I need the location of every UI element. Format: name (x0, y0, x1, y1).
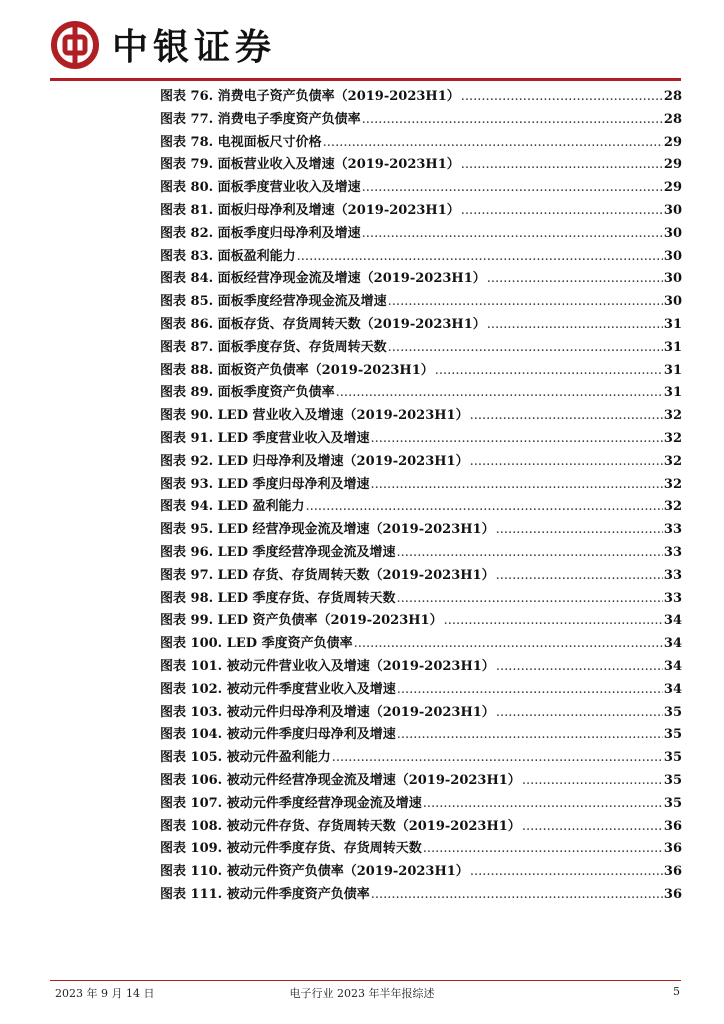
toc-entry-title: 图表 103. 被动元件归母净利及增速（2019-2023H1） (160, 704, 495, 720)
toc-entry-page: 33 (663, 567, 682, 583)
toc-entry-title: 图表 110. 被动元件资产负债率（2019-2023H1） (160, 864, 469, 880)
toc-entry-title: 图表 96. LED 季度经营净现金流及增速 (160, 544, 396, 560)
toc-entry[interactable] (160, 679, 682, 702)
table-of-figures (160, 86, 682, 907)
toc-dot-leader (306, 496, 663, 519)
toc-entry[interactable] (160, 702, 682, 725)
toc-dot-leader (332, 747, 663, 770)
toc-dot-leader (397, 542, 663, 565)
toc-entry-page: 33 (663, 544, 682, 560)
toc-dot-leader (522, 816, 663, 839)
header-divider (50, 78, 681, 81)
toc-entry[interactable] (160, 382, 682, 405)
toc-entry-page: 32 (663, 476, 682, 492)
toc-entry-title: 图表 107. 被动元件季度经营净现金流及增速 (160, 795, 422, 811)
toc-dot-leader (444, 610, 663, 633)
toc-entry-page: 30 (663, 248, 682, 264)
toc-entry-title: 图表 101. 被动元件营业收入及增速（2019-2023H1） (160, 658, 495, 674)
page-header (0, 0, 724, 86)
toc-entry-title: 图表 100. LED 季度资产负债率 (160, 636, 353, 652)
toc-entry-title: 图表 106. 被动元件经营净现金流及增速（2019-2023H1） (160, 772, 521, 788)
toc-entry[interactable] (160, 154, 682, 177)
toc-entry-title: 图表 98. LED 季度存货、存货周转天数 (160, 590, 396, 606)
toc-entry[interactable] (160, 565, 682, 588)
toc-dot-leader (461, 200, 663, 223)
toc-entry[interactable] (160, 496, 682, 519)
toc-entry[interactable] (160, 838, 682, 861)
toc-entry-title: 图表 93. LED 季度归母净利及增速 (160, 476, 370, 492)
toc-entry-page: 35 (663, 727, 682, 743)
toc-entry-page: 32 (663, 430, 682, 446)
toc-entry[interactable] (160, 861, 682, 884)
toc-entry-title: 图表 94. LED 盈利能力 (160, 499, 305, 515)
toc-entry-title: 图表 81. 面板归母净利及增速（2019-2023H1） (160, 202, 460, 218)
toc-entry[interactable] (160, 360, 682, 383)
toc-entry[interactable] (160, 884, 682, 907)
toc-dot-leader (362, 177, 663, 200)
toc-entry[interactable] (160, 747, 682, 770)
toc-entry[interactable] (160, 474, 682, 497)
toc-dot-leader (470, 861, 663, 884)
toc-entry[interactable] (160, 291, 682, 314)
toc-entry[interactable] (160, 109, 682, 132)
toc-dot-leader (435, 360, 663, 383)
brand-name: 中银证券 (112, 27, 277, 68)
toc-entry-page: 36 (663, 818, 682, 834)
footer-date: 2023 年 9 月 14 日 (55, 987, 155, 1000)
toc-entry-page: 30 (663, 225, 682, 241)
toc-entry[interactable] (160, 200, 682, 223)
toc-entry[interactable] (160, 770, 682, 793)
toc-entry-page: 28 (663, 111, 682, 127)
toc-entry[interactable] (160, 246, 682, 269)
toc-dot-leader (397, 679, 663, 702)
toc-entry[interactable] (160, 633, 682, 656)
toc-dot-leader (397, 724, 663, 747)
toc-entry-title: 图表 84. 面板经营净现金流及增速（2019-2023H1） (160, 271, 486, 287)
toc-dot-leader (297, 246, 663, 269)
toc-entry-page: 34 (663, 681, 682, 697)
toc-entry-title: 图表 91. LED 季度营业收入及增速 (160, 430, 370, 446)
toc-entry-title: 图表 83. 面板盈利能力 (160, 248, 296, 264)
toc-entry-title: 图表 76. 消费电子资产负债率（2019-2023H1） (160, 89, 460, 104)
toc-dot-leader (423, 793, 663, 816)
toc-entry[interactable] (160, 793, 682, 816)
toc-entry-page: 29 (663, 157, 682, 173)
toc-entry-title: 图表 80. 面板季度营业收入及增速 (160, 180, 361, 196)
toc-entry[interactable] (160, 816, 682, 839)
toc-entry-title: 图表 95. LED 经营净现金流及增速（2019-2023H1） (160, 522, 495, 538)
toc-dot-leader (496, 565, 663, 588)
toc-entry[interactable] (160, 223, 682, 246)
toc-entry-page: 36 (663, 886, 682, 902)
toc-dot-leader (362, 223, 663, 246)
toc-entry-page: 32 (663, 408, 682, 424)
toc-entry-page: 28 (663, 89, 682, 104)
toc-entry-page: 31 (663, 339, 682, 355)
toc-entry-page: 36 (663, 841, 682, 857)
toc-entry-page: 30 (663, 294, 682, 310)
toc-dot-leader (496, 656, 663, 679)
toc-entry[interactable] (160, 86, 682, 109)
toc-entry-title: 图表 108. 被动元件存货、存货周转天数（2019-2023H1） (160, 818, 521, 834)
toc-entry-title: 图表 109. 被动元件季度存货、存货周转天数 (160, 841, 422, 857)
toc-entry-title: 图表 97. LED 存货、存货周转天数（2019-2023H1） (160, 567, 495, 583)
toc-entry-page: 35 (663, 750, 682, 766)
toc-dot-leader (461, 86, 663, 109)
toc-entry[interactable] (160, 724, 682, 747)
toc-entry-page: 29 (663, 180, 682, 196)
toc-entry[interactable] (160, 177, 682, 200)
toc-dot-leader (354, 633, 663, 656)
toc-dot-leader (371, 884, 663, 907)
toc-entry-title: 图表 104. 被动元件季度归母净利及增速 (160, 727, 396, 743)
toc-dot-leader (496, 702, 663, 725)
toc-entry[interactable] (160, 588, 682, 611)
toc-entry-page: 32 (663, 499, 682, 515)
toc-entry-title: 图表 87. 面板季度存货、存货周转天数 (160, 339, 387, 355)
toc-entry-page: 35 (663, 795, 682, 811)
toc-entry-page: 31 (663, 362, 682, 378)
toc-dot-leader (371, 428, 663, 451)
toc-entry-title: 图表 79. 面板营业收入及增速（2019-2023H1） (160, 157, 460, 173)
toc-entry-title: 图表 92. LED 归母净利及增速（2019-2023H1） (160, 453, 469, 469)
toc-entry-page: 30 (663, 271, 682, 287)
toc-entry[interactable] (160, 451, 682, 474)
toc-entry-page: 35 (663, 772, 682, 788)
toc-entry-title: 图表 82. 面板季度归母净利及增速 (160, 225, 361, 241)
toc-entry-page: 32 (663, 453, 682, 469)
toc-dot-leader (336, 382, 663, 405)
toc-entry-title: 图表 77. 消费电子季度资产负债率 (160, 111, 361, 127)
toc-dot-leader (461, 154, 663, 177)
toc-dot-leader (470, 405, 663, 428)
toc-entry-page: 31 (663, 385, 682, 401)
toc-entry[interactable] (160, 268, 682, 291)
toc-entry-title: 图表 99. LED 资产负债率（2019-2023H1） (160, 613, 443, 629)
toc-dot-leader (388, 291, 663, 314)
toc-entry-page: 30 (663, 202, 682, 218)
toc-entry-title: 图表 105. 被动元件盈利能力 (160, 750, 331, 766)
toc-dot-leader (487, 268, 663, 291)
toc-entry[interactable] (160, 428, 682, 451)
toc-entry[interactable] (160, 656, 682, 679)
footer-divider (50, 980, 681, 981)
toc-entry-page: 29 (663, 134, 682, 150)
toc-dot-leader (470, 451, 663, 474)
toc-dot-leader (388, 337, 663, 360)
footer-report-title: 电子行业 2023 年半年报综述 (289, 987, 435, 1000)
toc-entry-title: 图表 86. 面板存货、存货周转天数（2019-2023H1） (160, 316, 486, 332)
toc-dot-leader (423, 838, 663, 861)
toc-dot-leader (487, 314, 663, 337)
toc-entry[interactable] (160, 314, 682, 337)
bank-of-china-logo-icon (50, 20, 100, 70)
toc-entry-title: 图表 102. 被动元件季度营业收入及增速 (160, 681, 396, 697)
toc-entry-page: 34 (663, 658, 682, 674)
toc-entry-page: 34 (663, 613, 682, 629)
toc-entry-page: 34 (663, 636, 682, 652)
toc-entry[interactable] (160, 610, 682, 633)
toc-entry-title: 图表 88. 面板资产负债率（2019-2023H1） (160, 362, 434, 378)
toc-entry-title: 图表 111. 被动元件季度资产负债率 (160, 886, 370, 902)
toc-entry[interactable] (160, 405, 682, 428)
toc-dot-leader (362, 109, 663, 132)
toc-entry-title: 图表 89. 面板季度资产负债率 (160, 385, 335, 401)
toc-entry-title: 图表 78. 电视面板尺寸价格 (160, 134, 322, 150)
toc-entry-page: 36 (663, 864, 682, 880)
toc-entry-title: 图表 90. LED 营业收入及增速（2019-2023H1） (160, 408, 469, 424)
toc-dot-leader (496, 519, 663, 542)
toc-entry-title: 图表 85. 面板季度经营净现金流及增速 (160, 294, 387, 310)
footer-page-number: 5 (673, 985, 680, 998)
toc-dot-leader (522, 770, 663, 793)
toc-dot-leader (371, 474, 663, 497)
toc-entry-page: 35 (663, 704, 682, 720)
toc-entry[interactable] (160, 542, 682, 565)
toc-entry-page: 33 (663, 522, 682, 538)
toc-entry[interactable] (160, 132, 682, 155)
toc-dot-leader (397, 588, 663, 611)
toc-entry[interactable] (160, 519, 682, 542)
toc-entry[interactable] (160, 337, 682, 360)
toc-dot-leader (323, 132, 663, 155)
toc-entry-page: 33 (663, 590, 682, 606)
toc-entry-page: 31 (663, 316, 682, 332)
